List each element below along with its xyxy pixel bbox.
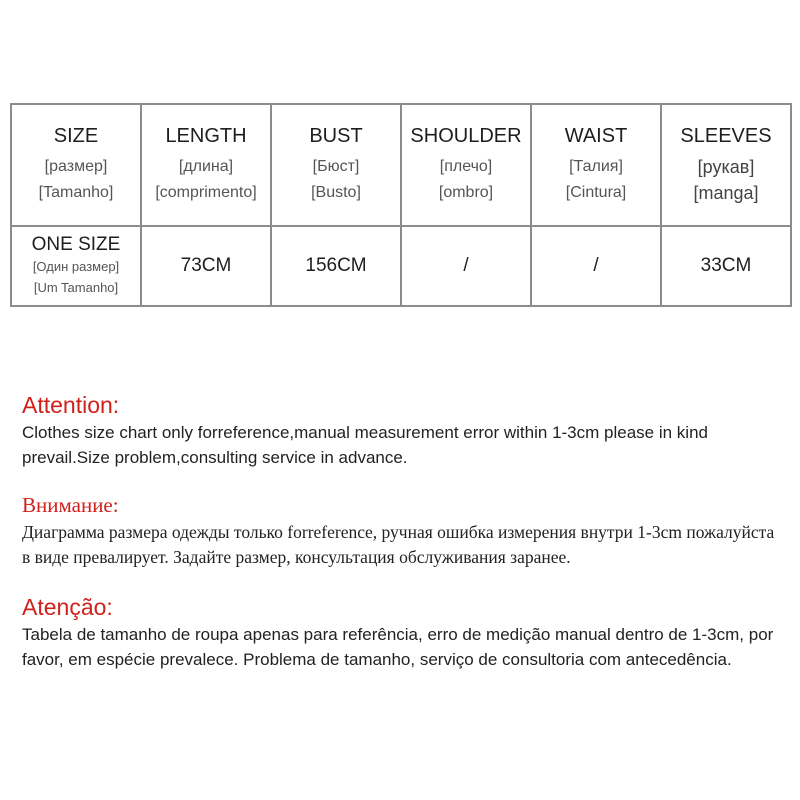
header-translation-pt: [comprimento] [155,183,257,201]
header-bust [271,104,401,226]
header-waist [531,104,661,226]
header-label: WAIST [564,124,628,147]
cell-length [141,226,271,306]
size-value: ONE SIZE [31,234,121,255]
note-russian [22,490,782,570]
note-title: Atenção: [22,594,113,620]
note-english [22,390,782,470]
header-translation-pt: [Tamanho] [38,183,114,201]
header-label: SLEEVES [680,124,772,147]
length-value: 73CM [180,255,232,276]
table-header-row [11,104,791,226]
size-translation-ru: [Один размер] [32,259,120,274]
note-portuguese [22,592,782,672]
header-label: SHOULDER [410,124,522,147]
cell-size [11,226,141,306]
cell-waist [531,226,661,306]
notes-section [22,390,782,690]
header-translation-ru: [Бюст] [312,157,360,175]
header-translation-pt: [Busto] [311,183,361,201]
header-translation-pt: [manga] [693,182,759,203]
header-translation-pt: [Cintura] [565,183,627,201]
header-translation-ru: [Талия] [569,157,623,175]
cell-shoulder [401,226,531,306]
size-chart-table [10,103,792,307]
header-label: LENGTH [165,124,247,147]
note-text: Диаграмма размера одежды только forreference, ручная ошибка измерения внутри 1-3cm пожалуйста в виде превалирует. Задайте размер, консультация обслуживания заранее. [22,522,775,567]
header-sleeves [661,104,791,226]
header-translation-ru: [плечо] [439,157,493,175]
note-title: Внимание: [22,493,119,517]
header-translation-pt: [ombro] [438,183,494,201]
header-shoulder [401,104,531,226]
table-row [11,226,791,306]
header-translation-ru: [длина] [178,157,234,175]
shoulder-value: / [463,255,469,276]
header-length [141,104,271,226]
size-translation-pt: [Um Tamanho] [33,280,119,295]
cell-bust [271,226,401,306]
header-translation-ru: [рукав] [697,156,755,177]
cell-sleeves [661,226,791,306]
note-text: Tabela de tamanho de roupa apenas para referência, erro de medição manual dentro de 1-3cm, por favor, em espécie prevalece. Problema de tamanho, serviço de consultoria com antecedência. [22,625,774,669]
header-label: BUST [309,124,363,147]
header-translation-ru: [размер] [44,157,108,175]
header-label: SIZE [53,124,99,147]
note-text: Clothes size chart only forreference,manual measurement error within 1-3cm please in kind prevail.Size problem,consulting service in advance. [22,423,708,467]
header-size [11,104,141,226]
bust-value: 156CM [305,255,367,276]
note-title: Attention: [22,392,120,418]
waist-value: / [593,255,599,276]
sleeves-value: 33CM [700,255,752,276]
